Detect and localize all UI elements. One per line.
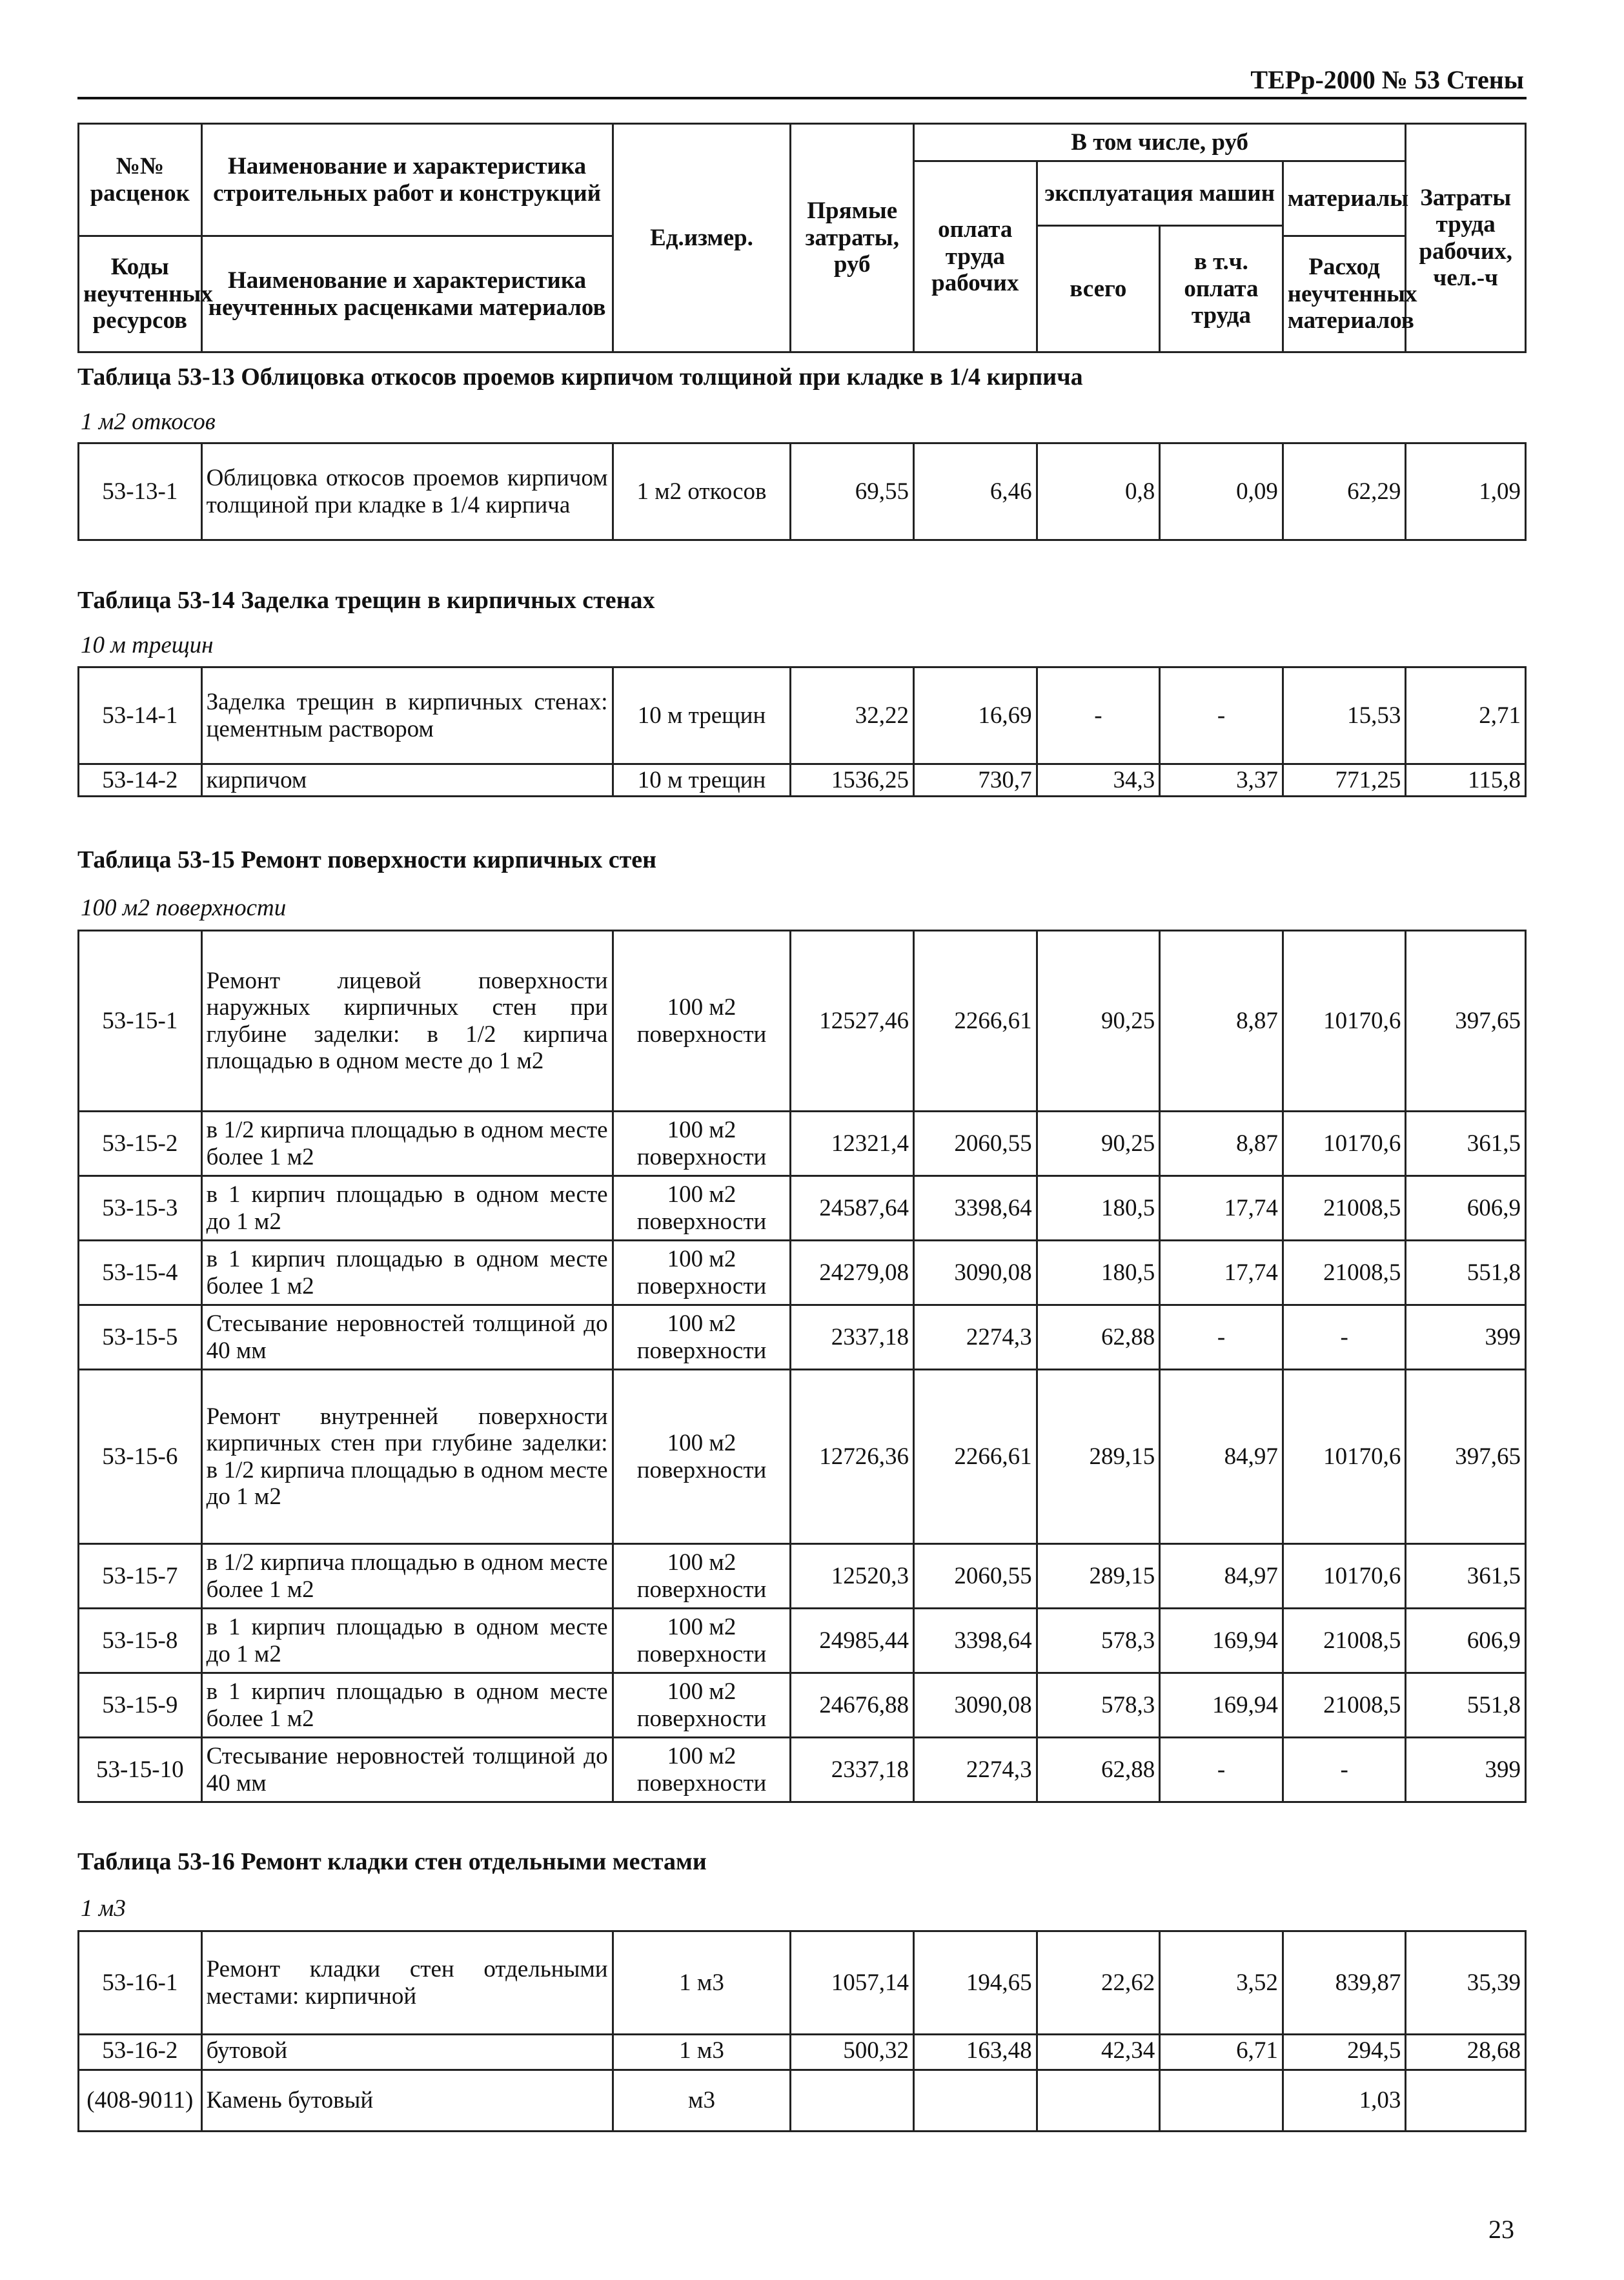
table-row [79,1305,1526,1370]
machines-total-cell: 42,34 [1037,2035,1160,2070]
machines-labor-cell: - [1160,1738,1283,1802]
labor-pay-cell: 2266,61 [914,931,1037,1112]
machines-total-cell: 180,5 [1037,1241,1160,1305]
labor-pay-cell: 3398,64 [914,1609,1037,1673]
header-materials-use: Расход неучтенных материалов [1283,236,1406,352]
materials-cell: 294,5 [1283,2035,1406,2070]
work-description: в 1/2 кирпича площадью в одном месте более 1 м2 [201,1544,613,1609]
machines-total-cell: 289,15 [1037,1544,1160,1609]
rate-code: 53-15-9 [79,1673,202,1738]
unit-cell: 100 м2 поверхности [613,1370,791,1544]
direct-cost-cell: 24279,08 [791,1241,914,1305]
header-mach-total: всего [1037,225,1160,352]
unit-cell: 100 м2 поверхности [613,1544,791,1609]
labor-pay-cell: 730,7 [914,764,1037,797]
work-description: Стесывание неровностей толщиной до 40 мм [201,1738,613,1802]
rate-code: 53-15-2 [79,1112,202,1176]
table-row [79,443,1526,540]
labor-pay-cell: 2266,61 [914,1370,1037,1544]
labor-hours-cell: 551,8 [1406,1673,1526,1738]
materials-cell: 10170,6 [1283,1544,1406,1609]
direct-cost-cell: 69,55 [791,443,914,540]
labor-pay-cell: 6,46 [914,443,1037,540]
machines-total-cell: 34,3 [1037,764,1160,797]
direct-cost-cell: 1536,25 [791,764,914,797]
machines-labor-cell: 0,09 [1160,443,1283,540]
materials-cell: 21008,5 [1283,1673,1406,1738]
labor-hours-cell: 397,65 [1406,931,1526,1112]
direct-cost-cell [791,2070,914,2132]
labor-pay-cell: 3090,08 [914,1673,1037,1738]
direct-cost-cell: 32,22 [791,667,914,764]
rate-code: 53-15-5 [79,1305,202,1370]
rate-code: 53-15-6 [79,1370,202,1544]
rate-code: 53-14-1 [79,667,202,764]
labor-pay-cell: 2060,55 [914,1544,1037,1609]
machines-total-cell: 180,5 [1037,1176,1160,1241]
rate-code: 53-15-3 [79,1176,202,1241]
header-rate-no: №№ расценок [79,124,202,236]
direct-cost-cell: 24985,44 [791,1609,914,1673]
labor-hours-cell: 399 [1406,1305,1526,1370]
header-labor: оплата труда рабочих [914,161,1037,352]
table-row [79,1609,1526,1673]
materials-cell: - [1283,1738,1406,1802]
table-title: Таблица 53-15 Ремонт поверхности кирпичных стен [77,846,657,873]
work-description: в 1 кирпич площадью в одном месте более 1 м2 [201,1241,613,1305]
unit-cell: 100 м2 поверхности [613,1738,791,1802]
labor-pay-cell: 3090,08 [914,1241,1037,1305]
machines-labor-cell: 3,37 [1160,764,1283,797]
machines-labor-cell: 8,87 [1160,1112,1283,1176]
unit-cell: 10 м трещин [613,667,791,764]
unit-cell: 1 м3 [613,2035,791,2070]
direct-cost-cell: 24676,88 [791,1673,914,1738]
work-description: в 1 кирпич площадью в одном месте более 1 м2 [201,1673,613,1738]
materials-cell: 15,53 [1283,667,1406,764]
work-description: кирпичом [201,764,613,797]
machines-total-cell: 62,88 [1037,1305,1160,1370]
labor-hours-cell [1406,2070,1526,2132]
rate-code: 53-15-1 [79,931,202,1112]
labor-pay-cell: 2274,3 [914,1738,1037,1802]
machines-total-cell: 22,62 [1037,1931,1160,2035]
work-description: бутовой [201,2035,613,2070]
table-title: Таблица 53-14 Заделка трещин в кирпичных стенах [77,587,655,614]
machines-labor-cell: 169,94 [1160,1673,1283,1738]
labor-hours-cell: 399 [1406,1738,1526,1802]
labor-hours-cell: 1,09 [1406,443,1526,540]
unit-cell: 100 м2 поверхности [613,1112,791,1176]
rate-code: 53-15-10 [79,1738,202,1802]
header-materials: материалы [1283,161,1406,236]
machines-total-cell: 62,88 [1037,1738,1160,1802]
machines-labor-cell: 3,52 [1160,1931,1283,2035]
resource-code: (408-9011) [79,2070,202,2132]
rate-code: 53-16-1 [79,1931,202,2035]
header-rule [77,97,1527,99]
rate-code: 53-15-4 [79,1241,202,1305]
table-row [79,1241,1526,1305]
labor-hours-cell: 361,5 [1406,1544,1526,1609]
direct-cost-cell: 12321,4 [791,1112,914,1176]
header-name-mat: Наименование и характеристика неучтенных расценками материалов [201,236,613,352]
work-description: Ремонт кладки стен отдельными местами: кирпичной [201,1931,613,2035]
table-row [79,764,1526,797]
work-description: в 1 кирпич площадью в одном месте до 1 м2 [201,1609,613,1673]
header-incl: В том числе, руб [914,124,1406,161]
unit-note: 100 м2 поверхности [81,895,287,921]
direct-cost-cell: 12520,3 [791,1544,914,1609]
work-description: Ремонт внутренней поверхности кирпичных стен при глубине заделки: в 1/2 кирпича площадью в одном месте до 1 м2 [201,1370,613,1544]
unit-note: 1 м3 [81,1895,126,1922]
header-mach-labor: в т.ч. оплата труда [1160,225,1283,352]
materials-cell: 771,25 [1283,764,1406,797]
unit-cell: 10 м трещин [613,764,791,797]
machines-total-cell: 0,8 [1037,443,1160,540]
work-description: Заделка трещин в кирпичных стенах: цементным раствором [201,667,613,764]
labor-hours-cell: 397,65 [1406,1370,1526,1544]
unit-cell: 100 м2 поверхности [613,931,791,1112]
rate-code: 53-14-2 [79,764,202,797]
labor-pay-cell: 3398,64 [914,1176,1037,1241]
direct-cost-cell: 24587,64 [791,1176,914,1241]
materials-cell: 62,29 [1283,443,1406,540]
labor-hours-cell: 361,5 [1406,1112,1526,1176]
rate-code: 53-15-8 [79,1609,202,1673]
running-header: ТЕРр-2000 № 53 Стены [1250,65,1524,94]
labor-pay-cell: 163,48 [914,2035,1037,2070]
rate-code: 53-16-2 [79,2035,202,2070]
materials-cell: 10170,6 [1283,1112,1406,1176]
work-description: Облицовка откосов проемов кирпичом толщиной при кладке в 1/4 кирпича [201,443,613,540]
work-description: Ремонт лицевой поверхности наружных кирпичных стен при глубине заделки: в 1/2 кирпича площадью в одном месте до 1 м2 [201,931,613,1112]
materials-cell: 21008,5 [1283,1241,1406,1305]
material-description: Камень бутовый [201,2070,613,2132]
labor-pay-cell: 194,65 [914,1931,1037,2035]
materials-use-cell: 1,03 [1283,2070,1406,2132]
machines-total-cell: 578,3 [1037,1673,1160,1738]
unit-cell: 1 м3 [613,1931,791,2035]
table-row [79,1112,1526,1176]
labor-pay-cell [914,2070,1037,2132]
machines-labor-cell: 84,97 [1160,1370,1283,1544]
machines-labor-cell: 6,71 [1160,2035,1283,2070]
unit-note: 1 м2 откосов [81,409,216,435]
machines-total-cell: 90,25 [1037,931,1160,1112]
header-direct: Прямые затраты, руб [791,124,914,352]
labor-hours-cell: 2,71 [1406,667,1526,764]
rates-table [77,666,1527,797]
unit-note: 10 м трещин [81,632,214,658]
column-header-table [77,123,1527,353]
labor-hours-cell: 606,9 [1406,1176,1526,1241]
machines-total-cell: 578,3 [1037,1609,1160,1673]
materials-cell: 10170,6 [1283,1370,1406,1544]
rate-code: 53-13-1 [79,443,202,540]
machines-total-cell: - [1037,667,1160,764]
labor-pay-cell: 16,69 [914,667,1037,764]
rate-code: 53-15-7 [79,1544,202,1609]
direct-cost-cell: 12726,36 [791,1370,914,1544]
header-codes: Коды неучтенных ресурсов [79,236,202,352]
table-row [79,1544,1526,1609]
work-description: Стесывание неровностей толщиной до 40 мм [201,1305,613,1370]
work-description: в 1/2 кирпича площадью в одном месте более 1 м2 [201,1112,613,1176]
rates-table [77,930,1527,1803]
unit-cell: 100 м2 поверхности [613,1241,791,1305]
machines-total-cell [1037,2070,1160,2132]
page-number: 23 [1488,2215,1514,2244]
table-title: Таблица 53-16 Ремонт кладки стен отдельными местами [77,1848,707,1875]
labor-pay-cell: 2060,55 [914,1112,1037,1176]
labor-hours-cell: 35,39 [1406,1931,1526,2035]
table-row [79,1673,1526,1738]
table-row [79,1931,1526,2035]
table-title: Таблица 53-13 Облицовка откосов проемов кирпичом толщиной при кладке в 1/4 кирпича [77,363,1083,391]
direct-cost-cell: 500,32 [791,2035,914,2070]
machines-labor-cell: 17,74 [1160,1176,1283,1241]
labor-hours-cell: 606,9 [1406,1609,1526,1673]
machines-labor-cell: 84,97 [1160,1544,1283,1609]
labor-pay-cell: 2274,3 [914,1305,1037,1370]
direct-cost-cell: 2337,18 [791,1738,914,1802]
machines-labor-cell: - [1160,667,1283,764]
materials-cell: 839,87 [1283,1931,1406,2035]
unit-cell: 100 м2 поверхности [613,1609,791,1673]
labor-hours-cell: 115,8 [1406,764,1526,797]
unit-cell: 100 м2 поверхности [613,1673,791,1738]
header-machines: эксплуатация машин [1037,161,1283,226]
unit-cell: 100 м2 поверхности [613,1305,791,1370]
materials-cell: 10170,6 [1283,931,1406,1112]
unit-cell: 1 м2 откосов [613,443,791,540]
machines-labor-cell: 8,87 [1160,931,1283,1112]
machines-total-cell: 289,15 [1037,1370,1160,1544]
work-description: в 1 кирпич площадью в одном месте до 1 м2 [201,1176,613,1241]
table-row [79,2070,1526,2132]
unit-cell: м3 [613,2070,791,2132]
labor-hours-cell: 28,68 [1406,2035,1526,2070]
direct-cost-cell: 1057,14 [791,1931,914,2035]
machines-total-cell: 90,25 [1037,1112,1160,1176]
machines-labor-cell [1160,2070,1283,2132]
table-row [79,2035,1526,2070]
direct-cost-cell: 2337,18 [791,1305,914,1370]
table-row [79,931,1526,1112]
rates-table [77,442,1527,541]
direct-cost-cell: 12527,46 [791,931,914,1112]
materials-cell: 21008,5 [1283,1609,1406,1673]
header-labor-cost: Затраты труда рабочих, чел.-ч [1406,124,1526,352]
rates-table [77,1930,1527,2132]
unit-cell: 100 м2 поверхности [613,1176,791,1241]
table-row [79,1370,1526,1544]
machines-labor-cell: 17,74 [1160,1241,1283,1305]
machines-labor-cell: 169,94 [1160,1609,1283,1673]
labor-hours-cell: 551,8 [1406,1241,1526,1305]
table-row [79,667,1526,764]
header-name-char: Наименование и характеристика строительных работ и конструкций [201,124,613,236]
header-unit: Ед.измер. [613,124,791,352]
table-row [79,1738,1526,1802]
materials-cell: - [1283,1305,1406,1370]
table-row [79,1176,1526,1241]
machines-labor-cell: - [1160,1305,1283,1370]
materials-cell: 21008,5 [1283,1176,1406,1241]
